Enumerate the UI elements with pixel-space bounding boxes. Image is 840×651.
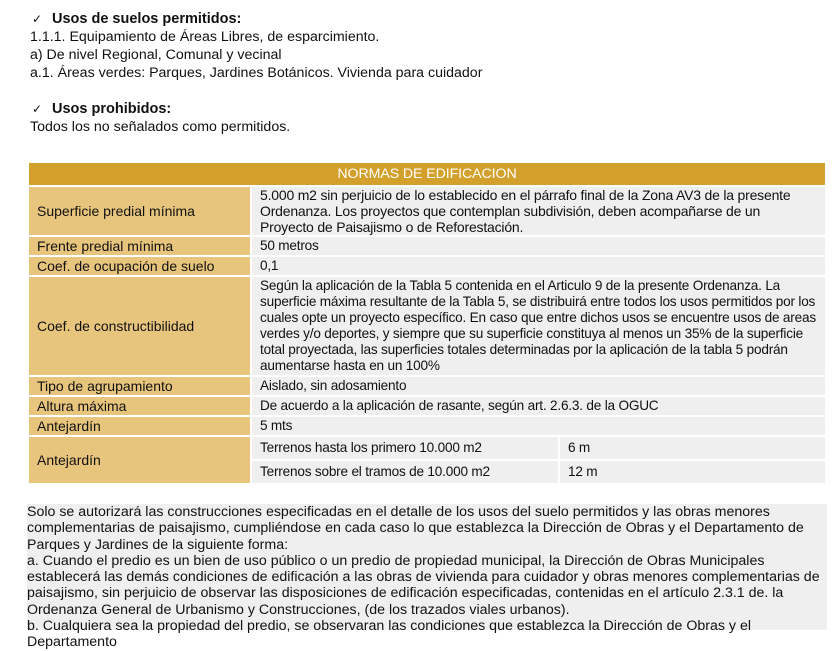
permitted-uses-heading bbox=[30, 10, 820, 28]
row-label: Tipo de agrupamiento bbox=[28, 376, 251, 396]
permitted-use-line: a) De nivel Regional, Comunal y vecinal bbox=[30, 47, 282, 63]
row-value: 0,1 bbox=[251, 256, 826, 276]
table-row bbox=[28, 436, 826, 460]
row-value: 5 mts bbox=[251, 416, 826, 436]
check-icon: ✓ bbox=[32, 12, 43, 26]
prohibited-uses-heading bbox=[30, 100, 820, 118]
permitted-uses-title: Usos de suelos permitidos: bbox=[52, 11, 242, 27]
row-value: Según la aplicación de la Tabla 5 contenida en el Articulo 9 de la presente Ordenanza. La superficie máxima resultante de la Tabla 5, se distribuirá entre todos los usos permitidos por los cuales opte un proyecto específico. En caso que entre dichos usos se encuentre usos de areas verdes y/o deportes, y siempre que su superficie constituya al menos un 35% de la superficie total proyectada, las superficies totales determinadas por la aplicación de la tabla 5 podrán aumentarse hasta en un 100% bbox=[251, 276, 826, 376]
row-value: De acuerdo a la aplicación de rasante, según art. 2.6.3. de la OGUC bbox=[251, 396, 826, 416]
row-value: 12 m bbox=[559, 460, 826, 484]
table-row bbox=[28, 256, 826, 276]
row-value: 5.000 m2 sin perjuicio de lo establecido en el párrafo final de la Zona AV3 de la presente Ordenanza. Los proyectos que contemplan subdivisión, deben acompañarse de un Proyecto de Paisajismo o de Reforestación. bbox=[251, 186, 826, 236]
building-standards-table bbox=[27, 161, 827, 485]
table-row bbox=[28, 376, 826, 396]
row-value: 50 metros bbox=[251, 236, 826, 256]
row-label: Antejardín bbox=[28, 416, 251, 436]
table-row bbox=[28, 416, 826, 436]
permitted-use-line: a.1. Áreas verdes: Parques, Jardines Botánicos. Vivienda para cuidador bbox=[30, 65, 483, 81]
check-icon: ✓ bbox=[32, 102, 43, 116]
construction-conditions-text bbox=[27, 504, 827, 651]
table-row bbox=[28, 396, 826, 416]
table-row bbox=[28, 186, 826, 236]
land-use-section bbox=[30, 10, 820, 136]
prohibited-use-line: Todos los no señalados como permitidos. bbox=[30, 119, 291, 135]
prohibited-uses-title: Usos prohibidos: bbox=[52, 101, 172, 117]
table-row bbox=[28, 236, 826, 256]
row-label: Altura máxima bbox=[28, 396, 251, 416]
table-title-row bbox=[28, 162, 826, 186]
table-title: NORMAS DE EDIFICACION bbox=[28, 162, 826, 186]
row-condition: Terrenos hasta los primero 10.000 m2 bbox=[251, 436, 559, 460]
row-label: Superficie predial mínima bbox=[28, 186, 251, 236]
row-label: Coef. de constructibilidad bbox=[28, 276, 251, 376]
paragraph: b. Cualquiera sea la propiedad del predio, se observaran las condiciones que establezca la Dirección de Obras y el Departamento bbox=[27, 618, 751, 651]
row-label: Antejardín bbox=[28, 436, 251, 484]
paragraph: Solo se autorizará las construcciones especificadas en el detalle de los usos del suelo permitidos y las obras menores complementarias de paisajismo, cumpliéndose en cada caso lo que establezca la Dirección de Obras y el Departamento de Parques y Jardines de la siguiente forma: bbox=[27, 504, 804, 553]
row-condition: Terrenos sobre el tramos de 10.000 m2 bbox=[251, 460, 559, 484]
row-value: Aislado, sin adosamiento bbox=[251, 376, 826, 396]
table-row bbox=[28, 276, 826, 376]
row-label: Frente predial mínima bbox=[28, 236, 251, 256]
row-value: 6 m bbox=[559, 436, 826, 460]
row-label: Coef. de ocupación de suelo bbox=[28, 256, 251, 276]
paragraph: a. Cuando el predio es un bien de uso público o un predio de propiedad municipal, la Dirección de Obras Municipales establecerá las demás condiciones de edificación a las obras de vivienda para cuidador y obras menores complementarias de paisajismo, sin perjuicio de observar las disposiciones de edificación especificadas, contenidas en el artículo 2.3.1 de. la Ordenanza General de Urbanismo y Construcciones, (de los trazados viales urbanos). bbox=[27, 552, 820, 618]
permitted-use-line: 1.1.1. Equipamiento de Áreas Libres, de esparcimiento. bbox=[30, 29, 380, 45]
